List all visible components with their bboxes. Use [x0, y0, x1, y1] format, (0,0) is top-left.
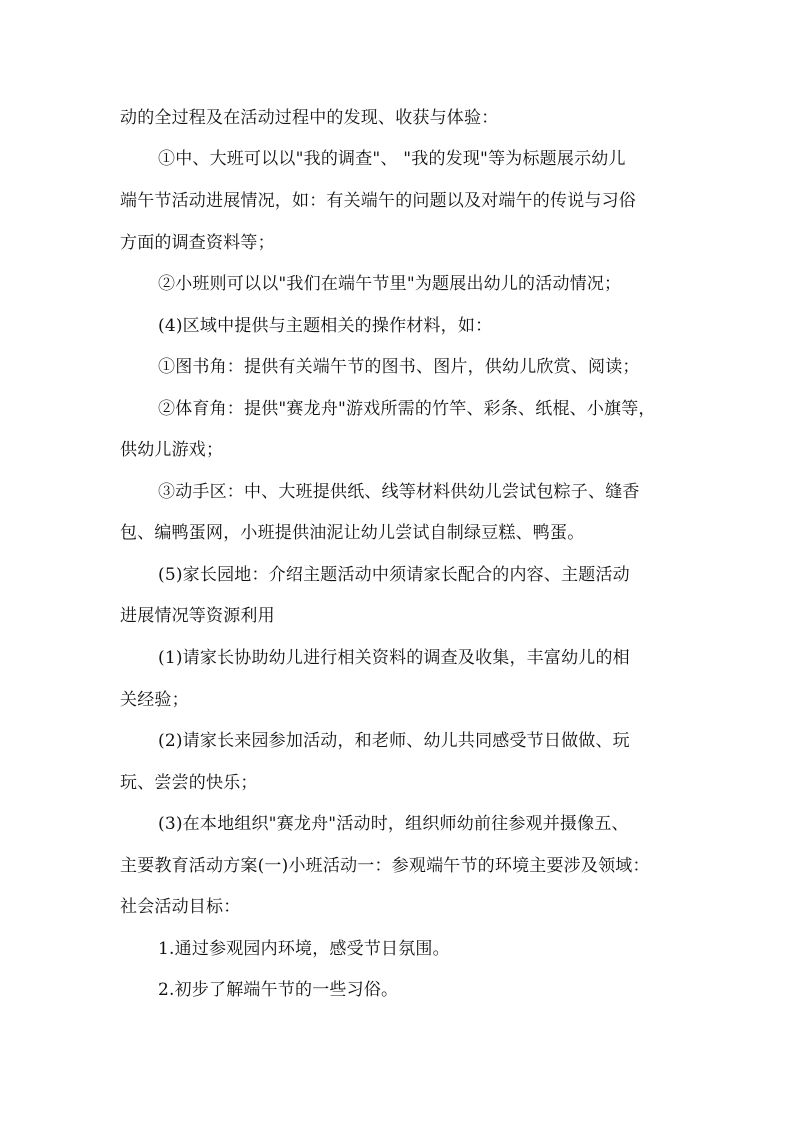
paragraph-line-19: 主要教育活动方案(一)小班活动一：参观端午节的环境主要涉及领域：: [120, 856, 650, 876]
paragraph-line-15: 关经验；: [120, 690, 189, 710]
paragraph-line-8: ②体育角：提供"赛龙舟"游戏所需的竹竿、彩条、纸棍、小旗等，: [158, 399, 656, 419]
paragraph-line-16: (2)请家长来园参加活动，和老师、幼儿共同感受节日做做、玩: [158, 731, 630, 751]
paragraph-line-12: (5)家长园地：介绍主题活动中须请家长配合的内容、主题活动: [158, 565, 630, 585]
paragraph-line-1: 动的全过程及在活动过程中的发现、收获与体验：: [120, 108, 499, 128]
paragraph-line-2: ①中、大班可以以"我的调查"、 "我的发现"等为标题展示幼儿: [158, 149, 626, 169]
paragraph-line-6: (4)区域中提供与主题相关的操作材料，如：: [158, 316, 493, 336]
paragraph-line-3: 端午节活动进展情况，如：有关端午的问题以及对端午的传说与习俗: [120, 191, 636, 211]
paragraph-line-21: 1.通过参观园内环境，感受节日氛围。: [158, 939, 450, 959]
paragraph-line-4: 方面的调查资料等；: [120, 233, 275, 253]
paragraph-line-20: 社会活动目标：: [120, 897, 241, 917]
paragraph-line-13: 进展情况等资源利用: [120, 606, 275, 626]
paragraph-line-14: (1)请家长协助幼儿进行相关资料的调查及收集，丰富幼儿的相: [158, 648, 630, 668]
paragraph-line-18: (3)在本地组织"赛龙舟"活动时，组织师幼前往参观并摄像五、: [158, 814, 629, 834]
paragraph-line-11: 包、编鸭蛋网，小班提供油泥让幼儿尝试自制绿豆糕、鸭蛋。: [120, 523, 585, 543]
paragraph-line-7: ①图书角：提供有关端午节的图书、图片，供幼儿欣赏、阅读；: [158, 357, 640, 377]
paragraph-line-9: 供幼儿游戏；: [120, 440, 224, 460]
paragraph-line-10: ③动手区：中、大班提供纸、线等材料供幼儿尝试包粽子、缝香: [158, 482, 640, 502]
paragraph-line-17: 玩、尝尝的快乐；: [120, 773, 258, 793]
paragraph-line-5: ②小班则可以以"我们在端午节里"为题展出幼儿的活动情况；: [158, 274, 622, 294]
paragraph-line-22: 2.初步了解端午节的一些习俗。: [158, 980, 399, 1000]
